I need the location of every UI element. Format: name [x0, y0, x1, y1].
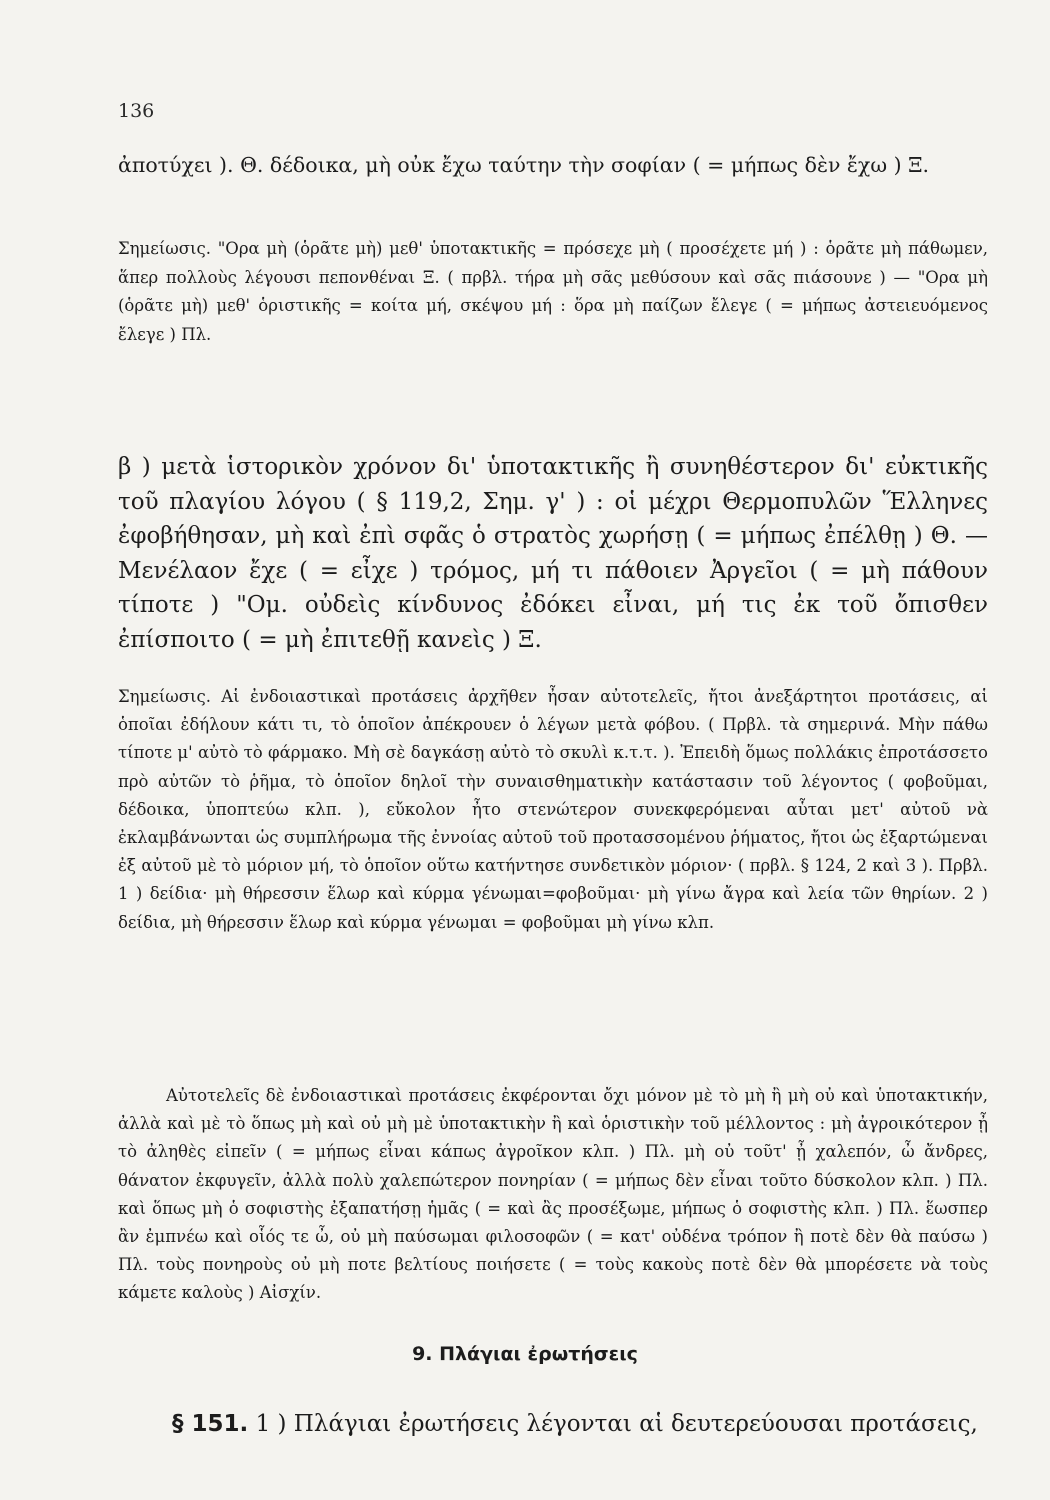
text-block-autonomous [118, 1082, 988, 1308]
text-block-note-2 [118, 683, 988, 937]
paragraph-text: 1 ) Πλάγιαι ἐρωτήσεις λέγονται αἱ δευτερεύουσαι προτάσεις, [255, 1411, 978, 1437]
paragraph-151 [172, 1408, 992, 1440]
paragraph: β ) μετὰ ἱστορικὸν χρόνον δι' ὑποτακτικῆς ἢ συνηθέστερον δι' εὐκτικῆς τοῦ πλαγίου λόγου ( § 119,2, Σημ. γ' ) : οἱ μέχρι Θερμοπυλῶν Ἕλληνες ἐφοβήθησαν, μὴ καὶ ἐπὶ σφᾶς ὁ στρατὸς χωρήσῃ ( = μήπως ἐπέλθῃ ) Θ. — Μενέλαον ἔχε ( = εἶχε ) τρόμος, μή τι πάθοιεν Ἀργεῖοι ( = μὴ πάθουν τίποτε ) "Ομ. οὐδεὶς κίνδυνος ἐδόκει εἶναι, μή τις ἐκ τοῦ ὄπισθεν ἐπίσποιτο ( = μὴ ἐπιτεθῇ κανεὶς ) Ξ. [118, 454, 988, 653]
page-number: 136 [118, 100, 155, 122]
section-heading: 9. Πλάγιαι ἐρωτήσεις [412, 1343, 638, 1365]
text-block-1 [118, 150, 988, 180]
paragraph: Σημείωσις. "Ορα μὴ (ὁρᾶτε μὴ) μεθ' ὑποτακτικῆς = πρόσεχε μὴ ( προσέχετε μή ) : ὁρᾶτε μὴ πάθωμεν, ἅπερ πολλοὺς λέγουσι πεπονθέναι Ξ. ( πρβλ. τήρα μὴ σᾶς μεθύσουν καὶ σᾶς πιάσουνε ) — "Ορα μὴ (ὁρᾶτε μὴ) μεθ' ὁριστικῆς = κοίτα μή, σκέψου μή : ὅρα μὴ παίζων ἔλεγε ( = μήπως ἀστειευόμενος ἔλεγε ) Πλ. [118, 239, 988, 344]
paragraph: ἀποτύχει ). Θ. δέδοικα, μὴ οὐκ ἔχω ταύτην τὴν σοφίαν ( = μήπως δὲν ἔχω ) Ξ. [118, 153, 930, 177]
paragraph-number: § 151. [172, 1411, 249, 1437]
paragraph: Αὐτοτελεῖς δὲ ἐνδοιαστικαὶ προτάσεις ἐκφέρονται ὄχι μόνον μὲ τὸ μὴ ἢ μὴ οὐ καὶ ὑποτακτικήν, ἀλλὰ καὶ μὲ τὸ ὅπως μὴ καὶ οὐ μὴ μὲ ὑποτακτικὴν ἢ καὶ ὁριστικὴν τοῦ μέλλοντος : μὴ ἀγροικότερον ᾖ τὸ ἀληθὲς εἰπεῖν ( = μήπως εἶναι κάπως ἀγροῖκον κλπ. ) Πλ. μὴ οὐ τοῦτ' ᾖ χαλεπόν, ὦ ἄνδρες, θάνατον ἐκφυγεῖν, ἀλλὰ πολὺ χαλεπώτερον πονηρίαν ( = μήπως δὲν εἶναι τοῦτο δύσκολον κλπ. ) Πλ. καὶ ὅπως μὴ ὁ σοφιστὴς ἐξαπατήσῃ ἡμᾶς ( = καὶ ἂς προσέξωμε, μήπως ὁ σοφιστὴς κλπ. ) Πλ. ἕωσπερ ἂν ἐμπνέω καὶ οἷός τε ὦ, οὐ μὴ παύσωμαι φιλοσοφῶν ( = κατ' οὐδένα τρόπον ἢ ποτὲ δὲν θὰ παύσω ) Πλ. τοὺς πονηροὺς οὐ μὴ ποτε βελτίους ποιήσετε ( = τοὺς κακοὺς ποτὲ δὲν θὰ μπορέσετε νὰ τοὺς κάμετε καλοὺς ) Αἰσχίν. [118, 1086, 988, 1303]
text-block-note-1 [118, 235, 988, 349]
text-block-beta [118, 450, 988, 657]
paragraph: Σημείωσις. Αἱ ἐνδοιαστικαὶ προτάσεις ἀρχῆθεν ἦσαν αὐτοτελεῖς, ἤτοι ἀνεξάρτητοι προτάσεις, αἱ ὁποῖαι ἐδήλουν κάτι τι, τὸ ὁποῖον ἀπέκρουεν ὁ λέγων μετὰ φόβου. ( Πρβλ. τὰ σημερινά. Μὴν πάθω τίποτε μ' αὐτὸ τὸ φάρμακο. Μὴ σὲ δαγκάσῃ αὐτὸ τὸ σκυλὶ κ.τ.τ. ). Ἐπειδὴ ὅμως πολλάκις ἐπροτάσσετο πρὸ αὐτῶν τὸ ῥῆμα, τὸ ὁποῖον δηλοῖ τὴν συναισθηματικὴν κατάστασιν τοῦ λέγοντος ( φοβοῦμαι, δέδοικα, ὑποπτεύω κλπ. ), εὔκολον ἦτο στενώτερον συνεκφερόμεναι αὗται μετ' αὐτοῦ νὰ ἐκλαμβάνωνται ὡς συμπλήρωμα τῆς ἐννοίας αὐτοῦ τοῦ προτασσομένου ῥήματος, ἤτοι ὡς ἐξαρτώμεναι ἐξ αὐτοῦ μὲ τὸ μόριον μή, τὸ ὁποῖον οὕτω κατήντησε συνδετικὸν μόριον· ( πρβλ. § 124, 2 καὶ 3 ). Πρβλ. 1 ) δείδια· μὴ θήρεσσιν ἕλωρ καὶ κύρμα γένωμαι=φοβοῦμαι· μὴ γίνω ἄγρα καὶ λεία τῶν θηρίων. 2 ) δείδια, μὴ θήρεσσιν ἕλωρ καὶ κύρμα γένωμαι = φοβοῦμαι μὴ γίνω κλπ. [118, 687, 988, 932]
